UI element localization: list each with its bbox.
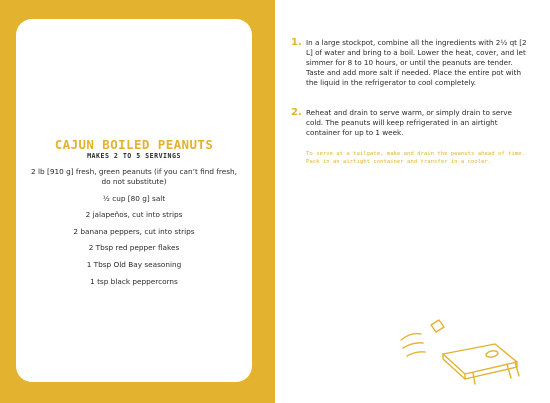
ingredient-item: 2 banana peppers, cut into strips [73,226,195,236]
step-number: 2. [291,107,302,118]
ingredient-item: 2 lb [910 g] fresh, green peanuts (if you can’t find fresh, do not substitute) [31,167,237,186]
recipe-title: CAJUN BOILED PEANUTS [54,137,214,152]
ingredient-item: 2 jalapeños, cut into strips [85,210,183,220]
step-number: 1. [291,37,302,48]
step-text: Reheat and drain to serve warm, or simply drain to serve cold. The peanuts will keep refrigerated in an airtight container for up to 1 week. [306,108,512,137]
ingredient-item: ½ cup [80 g] salt [102,193,166,203]
ingredient-item: 1 Tbsp Old Bay seasoning [86,259,182,269]
recipe-servings: MAKES 2 TO 5 SERVINGS [87,152,181,160]
step-text: In a large stockpot, combine all the ingredients with 2½ qt [2 L] of water and bring to a boil. Lower the heat, cover, and let simmer for 8 to 10 hours, or until the peanuts are tender. Taste and add more salt if needed. Place the entire pot with the liquid in the refrigerator to cool completely. [306,38,527,87]
ingredient-list [26,167,242,293]
cornhole-board-icon [399,312,539,392]
ingredient-item: 2 Tbsp red pepper flakes [88,243,180,253]
recipe-card [16,19,252,382]
right-page [275,0,550,403]
serving-tip: To serve at a tailgate, make and drain the peanuts ahead of time. Pack in an airtight container and transfer in a cooler. [306,151,525,165]
ingredient-item: 1 tsp black peppercorns [90,276,178,286]
